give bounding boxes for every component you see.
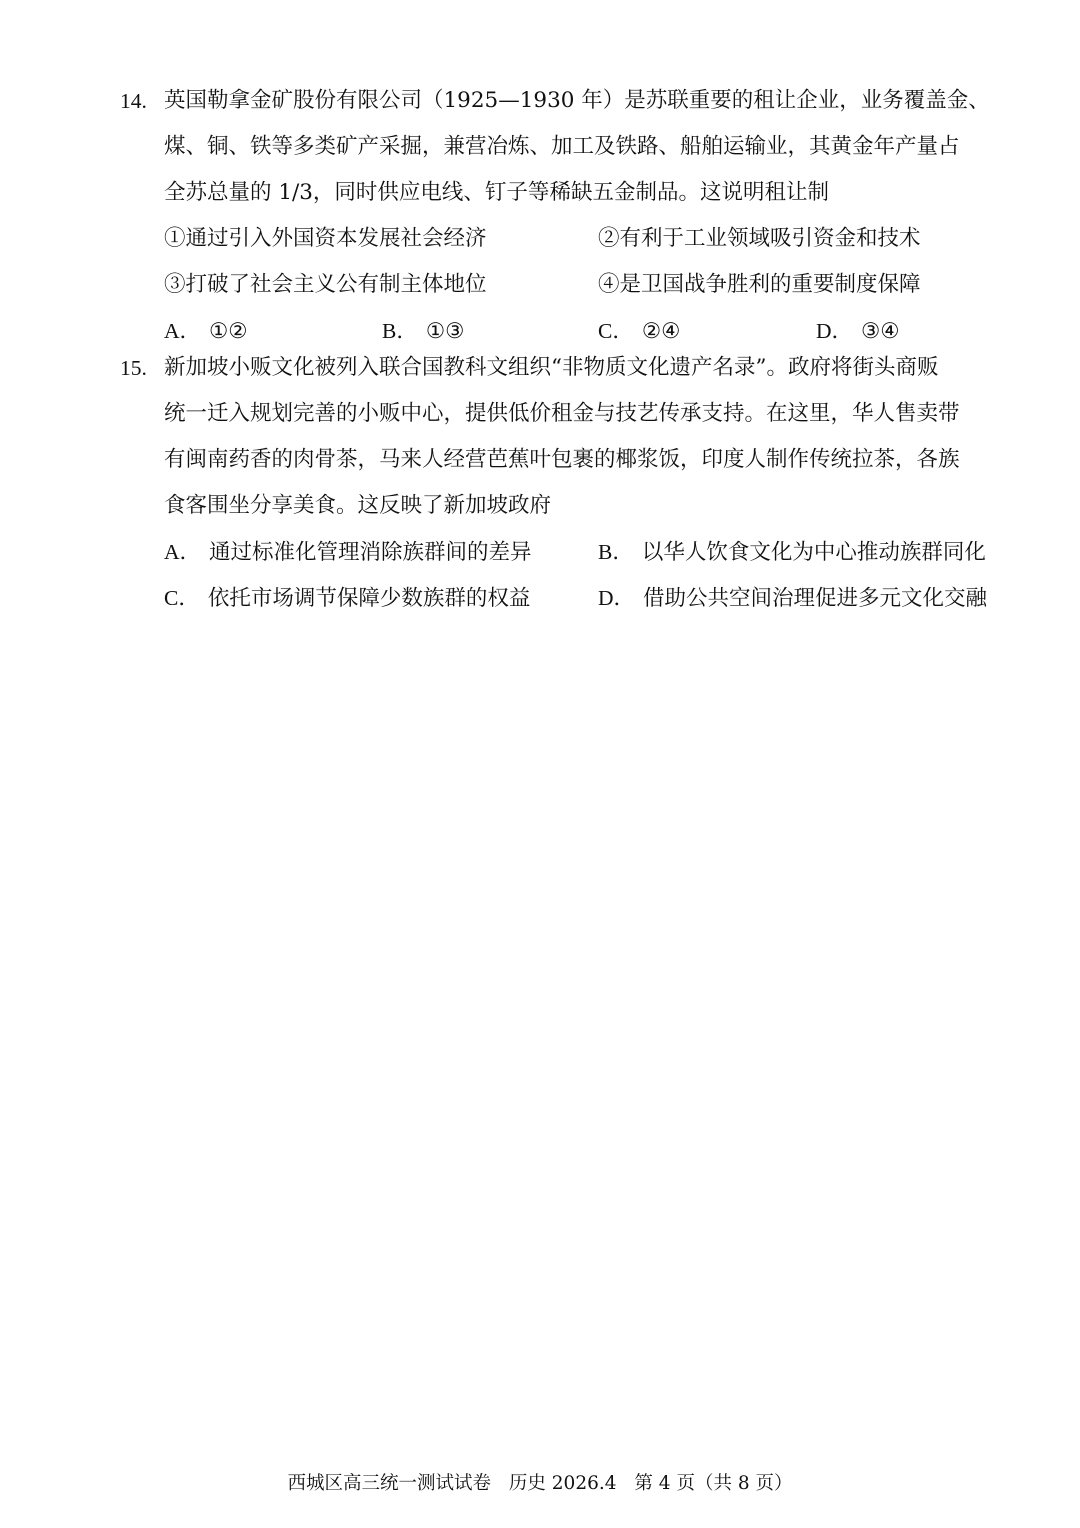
option-b[interactable] — [598, 529, 986, 576]
question-line — [120, 78, 990, 124]
option-text: ①② — [209, 319, 248, 344]
question-line — [120, 391, 980, 437]
option-letter: A． — [164, 540, 202, 564]
option-c[interactable] — [164, 575, 530, 622]
option-letter: B． — [598, 540, 634, 564]
question-line — [120, 170, 980, 216]
question-line — [120, 124, 980, 170]
option-text: ①③ — [425, 319, 465, 344]
page-footer — [0, 1469, 1080, 1499]
question-stem-line: 食客围坐分享美食。这反映了新加坡政府 — [164, 493, 552, 518]
option-text: 以华人饮食文化为中心推动族群同化 — [641, 540, 986, 565]
exam-title: 西城区高三统一测试试卷 — [287, 1473, 492, 1494]
option-letter: C． — [598, 319, 634, 343]
option-text: 通过标准化管理消除族群间的差异 — [209, 540, 532, 565]
question-line — [120, 483, 980, 529]
question-stem-line: 有闽南药香的肉骨茶，马来人经营芭蕉叶包裹的椰浆饭，印度人制作传统拉茶，各族 — [164, 447, 960, 472]
option-text: ②④ — [641, 319, 681, 344]
option-letter: D． — [598, 586, 636, 610]
options-row — [120, 575, 988, 621]
question-stem-line: 新加坡小贩文化被列入联合国教科文组织“非物质文化遗产名录”。政府将街头商贩 — [164, 355, 939, 380]
option-d[interactable] — [598, 575, 987, 622]
question-stem-line: 全苏总量的 1/3，同时供应电线、钉子等稀缺五金制品。这说明租让制 — [164, 180, 829, 205]
option-text: 借助公共空间治理促进多元文化交融 — [643, 586, 988, 611]
question-14 — [120, 78, 990, 354]
option-a[interactable] — [164, 529, 532, 576]
option-text: ③④ — [861, 319, 900, 344]
statement-3: ③打破了社会主义公有制主体地位 — [164, 272, 487, 297]
question-stem-line: 煤、铜、铁等多类矿产采掘，兼营冶炼、加工及铁路、船舶运输业，其黄金年产量占 — [164, 134, 960, 159]
option-text: 依托市场调节保障少数族群的权益 — [207, 586, 531, 611]
question-line — [120, 437, 980, 483]
options-row — [120, 529, 986, 575]
page-number: 第 4 页（共 8 页） — [634, 1473, 793, 1494]
question-stem-line: 统一迁入规划完善的小贩中心，提供低价租金与技艺传承支持。在这里，华人售卖带 — [164, 401, 960, 426]
question-15 — [120, 345, 988, 621]
statement-1: ①通过引入外国资本发展社会经济 — [164, 226, 487, 251]
option-letter: A． — [164, 319, 202, 343]
question-stem-line: 英国勒拿金矿股份有限公司（1925—1930 年）是苏联重要的租让企业，业务覆盖金、 — [164, 88, 990, 113]
statement-4: ④是卫国战争胜利的重要制度保障 — [598, 272, 921, 297]
question-number: 15. — [120, 356, 147, 380]
option-letter: B． — [382, 319, 418, 343]
statement-row — [120, 262, 980, 308]
option-letter: D． — [816, 319, 854, 343]
question-line — [120, 345, 980, 391]
statement-2: ②有利于工业领域吸引资金和技术 — [598, 226, 921, 251]
subject-date: 历史 2026.4 — [508, 1473, 617, 1494]
question-number: 14. — [120, 89, 147, 113]
option-letter: C． — [164, 586, 200, 610]
statement-row — [120, 216, 980, 262]
